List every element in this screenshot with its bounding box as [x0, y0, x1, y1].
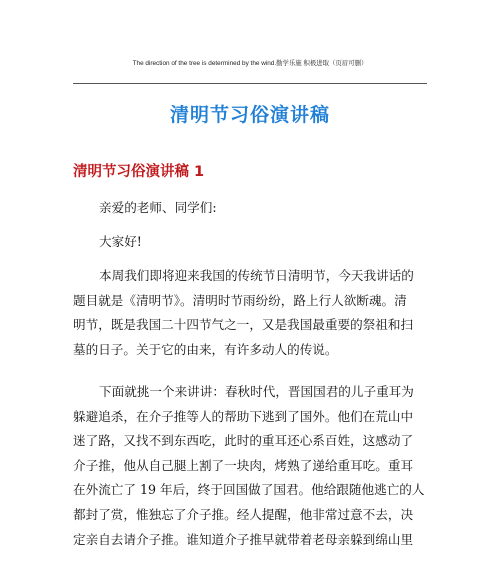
paragraph-line: 介子推，他从自己腿上割了一块肉，烤熟了递给重耳吃。重耳: [73, 457, 414, 473]
story-paragraph: [73, 380, 427, 552]
intro-paragraph: [73, 264, 427, 362]
section-title: 清明节习俗演讲稿 1: [73, 164, 205, 180]
paragraph-line: 墓的日子。关于它的由来，有许多动人的传说。: [73, 341, 338, 357]
hello-line: 大家好!: [99, 234, 142, 249]
paragraph-line: 都封了赏，惟独忘了介子推。经人提醒，他非常过意不去，决: [73, 506, 414, 522]
paragraph-line: 题目就是《清明节》。清明时节雨纷纷，路上行人欲断魂。清: [73, 292, 407, 308]
paragraph-line: 下面就挑一个来讲讲：春秋时代，晋国国君的儿子重耳为: [99, 384, 414, 399]
paragraph-line: 在外流亡了 19 年后，终于回国做了国君。他给跟随他逃亡的人: [73, 482, 425, 498]
page-header: The direction of the tree is determined by the wind.勤学乐施 积极进取（页眉可删）: [132, 60, 368, 67]
greeting-line: 亲爱的老师、同学们:: [99, 200, 217, 215]
header-divider: [73, 83, 427, 84]
document-title: 清明节习俗演讲稿: [169, 104, 330, 126]
paragraph-line: 迷了路，又找不到东西吃，此时的重耳还心系百姓，这感动了: [73, 433, 414, 449]
paragraph-line: 本周我们即将迎来我国的传统节日清明节，今天我讲话的: [99, 268, 414, 283]
paragraph-line: 躲避追杀，在介子推等人的帮助下逃到了国外。他们在荒山中: [73, 408, 414, 424]
paragraph-line: 明节，既是我国二十四节气之一，又是我国最重要的祭祖和扫: [73, 317, 414, 333]
greeting-paragraph: [73, 196, 427, 221]
hello-paragraph: [73, 230, 427, 255]
paragraph-line: 定亲自去请介子推。谁知道介子推早就带着老母亲躲到绵山里: [73, 531, 414, 547]
